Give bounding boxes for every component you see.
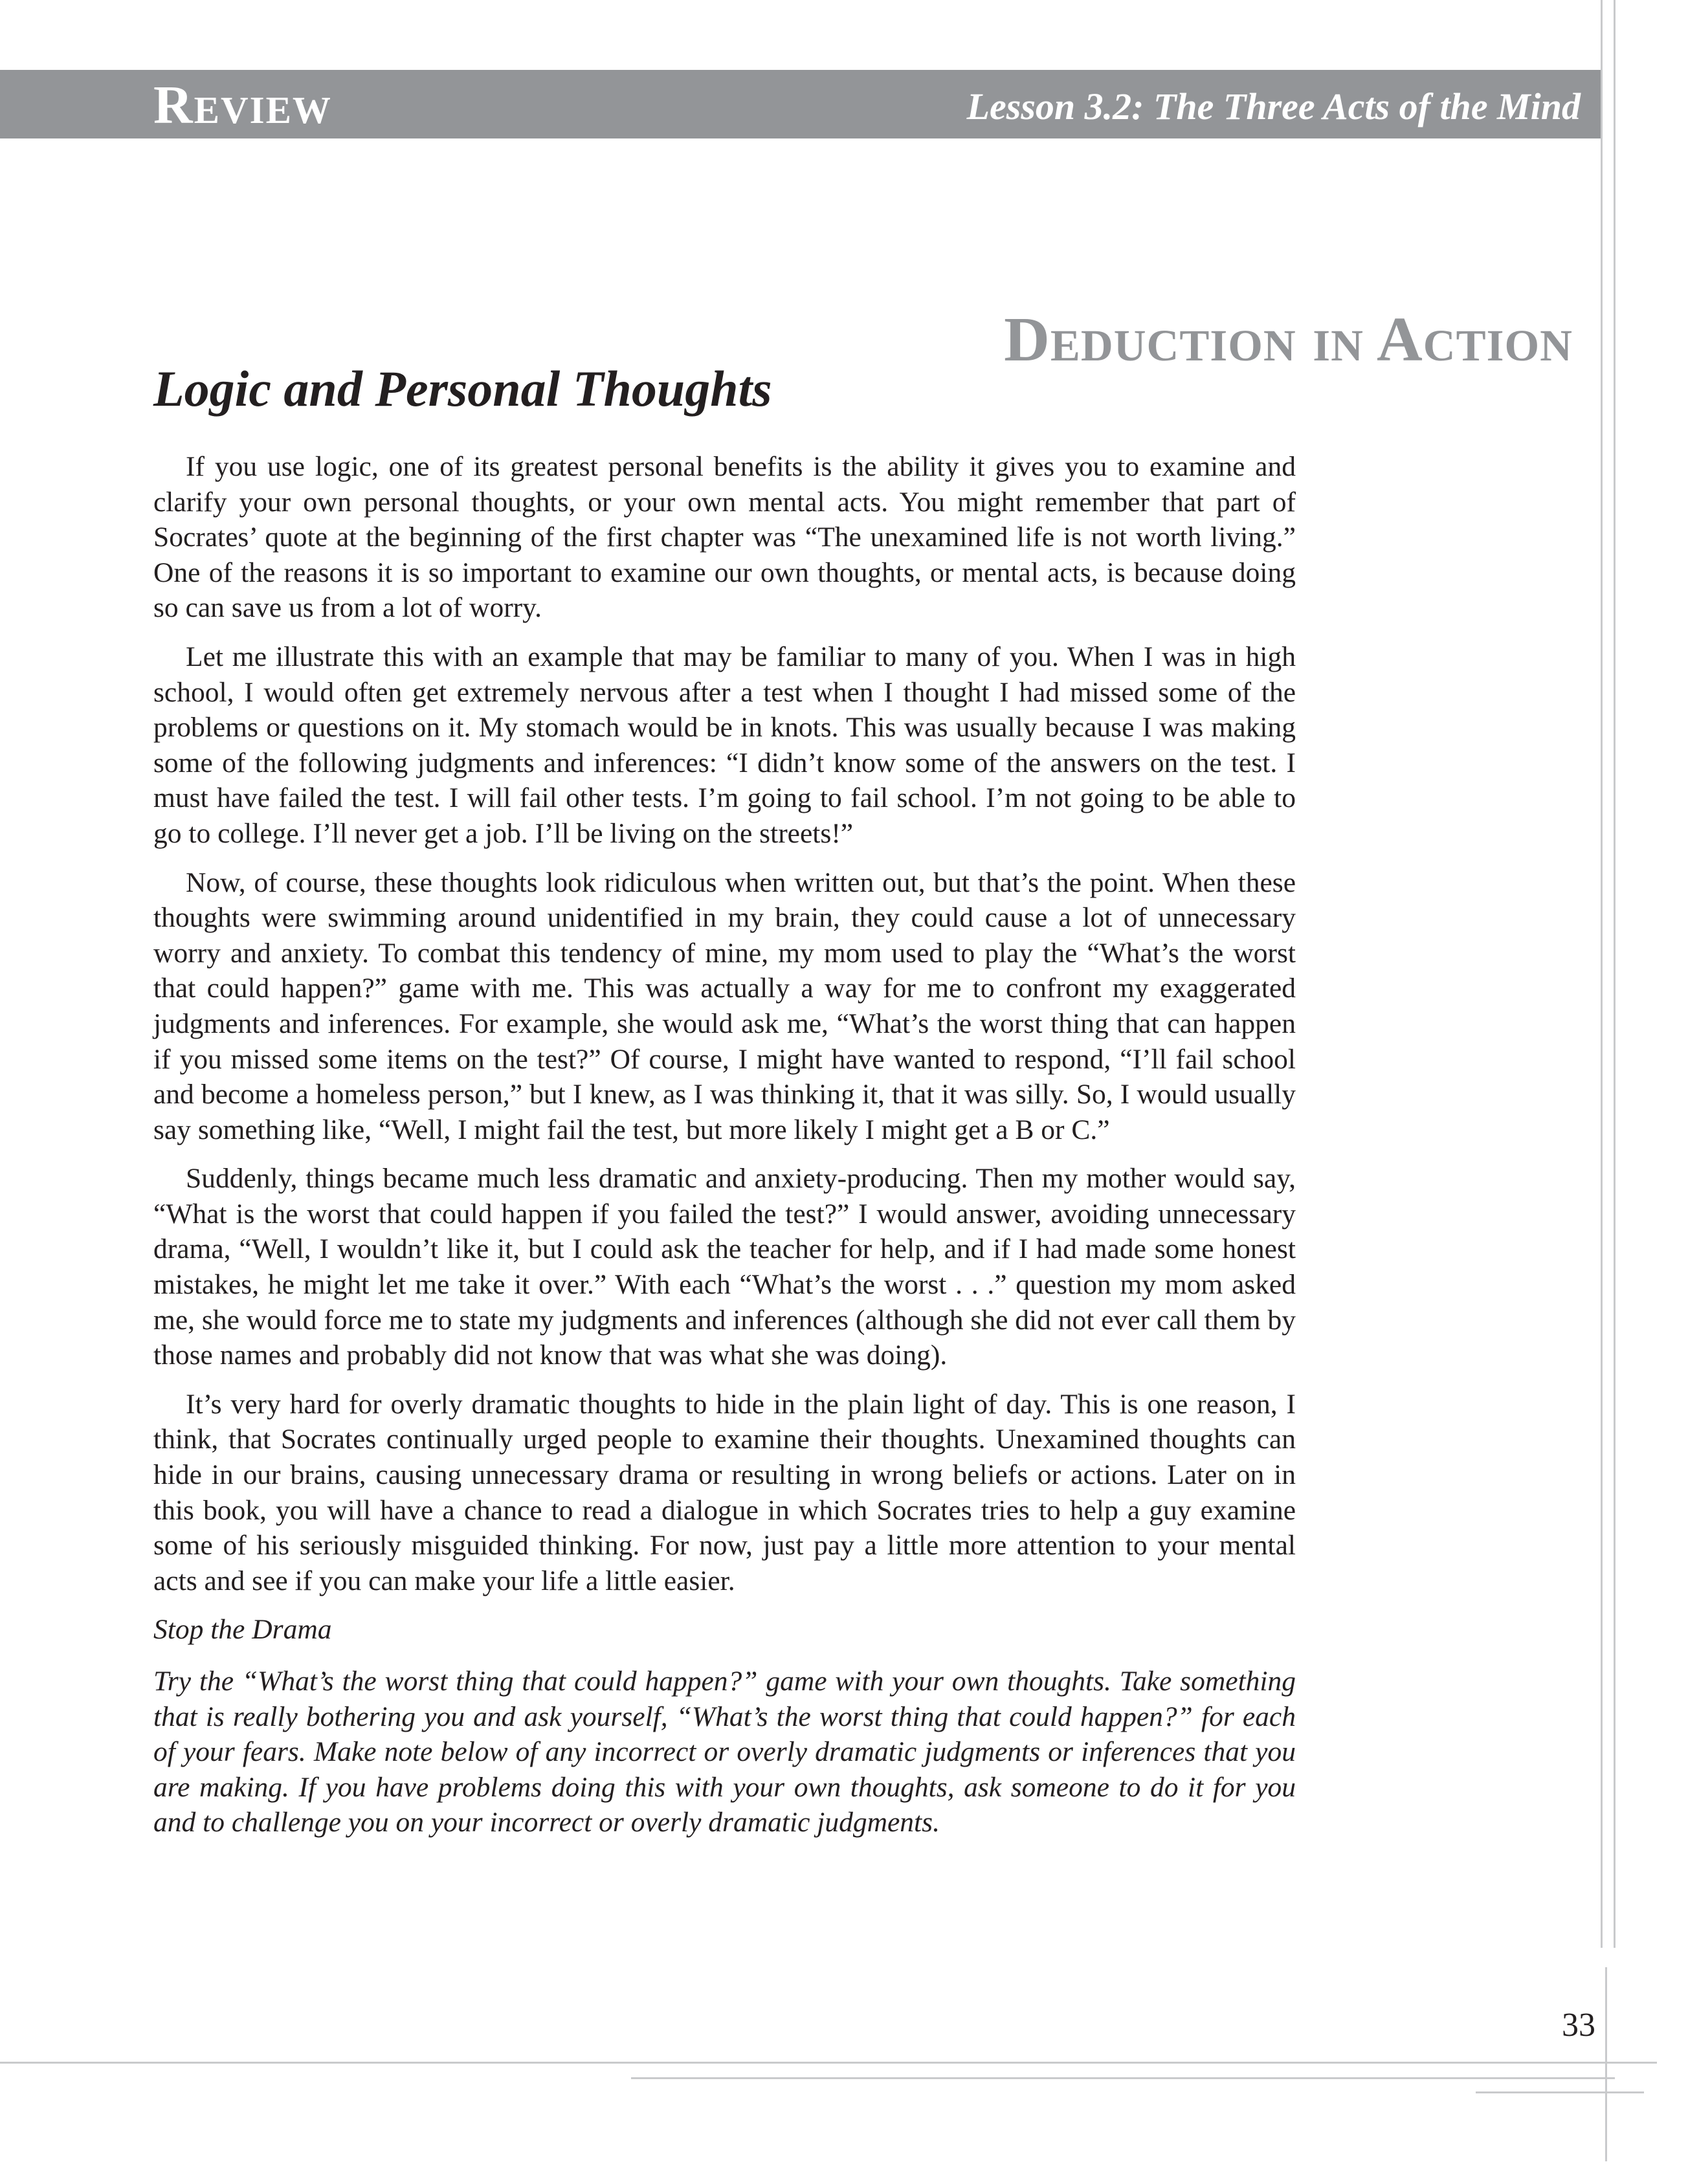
header-lesson-title: Lesson 3.2: The Three Acts of the Mind (966, 85, 1581, 127)
body-paragraph: Now, of course, these thoughts look ridiculous when written out, but that’s the point. When these thoughts were swimming around unidentified in my brain, they could cause a lot of unnecessary worry and anxiety. To combat this tendency of mine, my mom used to play the “What’s the worst that could happen?” game with me. This was actually a way for me to confront my exaggerated judgments and inferences. For example, she would ask me, “What’s the worst thing that can happen if you missed some items on the test?” Of course, I might have wanted to respond, “I’ll fail school and become a homeless person,” but I knew, as I was thinking it, that it was silly. So, I would usually say something like, “Well, I might fail the test, but more likely I might get a B or C.” (153, 866, 1296, 1145)
body-paragraph: Suddenly, things became much less dramatic and anxiety-producing. Then my mother would say, “What is the worst that could happen if you failed the test?” I would answer, avoiding unnecessary drama, “Well, I wouldn’t like it, but I could ask the teacher for help, and if I had made some honest mistakes, he might let me take it over.” With each “What’s the worst . . .” question my mom asked me, she would force me to state my judgments and inferences (although she did not ever call them by those names and probably did not know that was what she was doing). (153, 1163, 1296, 1371)
body-paragraph: It’s very hard for overly dramatic thoughts to hide in the plain light of day. This is one reason, I think, that Socrates continually urged people to examine their thoughts. Unexamined thoughts can hide in our brains, causing unnecessary drama or resulting in wrong beliefs or actions. Later on in this book, you will have a chance to read a dialogue in which Socrates tries to help a guy examine some of his seriously misguided thinking. For now, just pay a little more attention to your mental acts and see if you can make your life a little easier. (153, 1388, 1296, 1596)
footer-rule-secondary (631, 2077, 1615, 2079)
footer-rule (0, 2062, 1657, 2064)
corner-rule-vertical (1605, 1967, 1607, 2161)
article-title: Logic and Personal Thoughts (153, 360, 772, 417)
activity-instructions: Try the “What’s the worst thing that could happen?” game with your own thoughts. Take something that is really bothering you and ask yourself, “What’s the worst thing that could happen?” for each of your fears. Make note below of any incorrect or overly dramatic judgments or inferences that you are making. If you have problems doing this with your own thoughts, ask someone to do it for you and to challenge you on your incorrect or overly dramatic judgments. (153, 1666, 1296, 1838)
body-paragraph: If you use logic, one of its greatest personal benefits is the ability it gives you to examine and clarify your own personal thoughts, or your own mental acts. You might remember that part of Socrates’ quote at the beginning of the first chapter was “The unexamined life is not worth living.” One of the reasons it is so important to examine our own thoughts, or mental acts, is because doing so can save us from a lot of worry. (153, 451, 1296, 624)
corner-rule-horizontal (1476, 2091, 1644, 2093)
header-section-label: Review (153, 75, 332, 135)
page-number: 33 (1562, 2007, 1595, 2044)
right-margin-rule-secondary (1614, 0, 1616, 1948)
activity-title: Stop the Drama (153, 1614, 332, 1646)
article-body (153, 449, 1296, 1854)
section-title: Deduction in Action (1004, 305, 1573, 375)
right-margin-rule (1601, 0, 1603, 1948)
body-paragraph: Let me illustrate this with an example that may be familiar to many of you. When I was in high school, I would often get extremely nervous after a test when I thought I had missed some of the problems or questions on it. My stomach would be in knots. This was usually because I was making some of the following judgments and inferences: “I didn’t know some of the answers on the test. I must have failed the test. I will fail other tests. I’m going to fail school. I’m not going to be able to go to college. I’ll never get a job. I’ll be living on the streets!” (153, 641, 1296, 849)
